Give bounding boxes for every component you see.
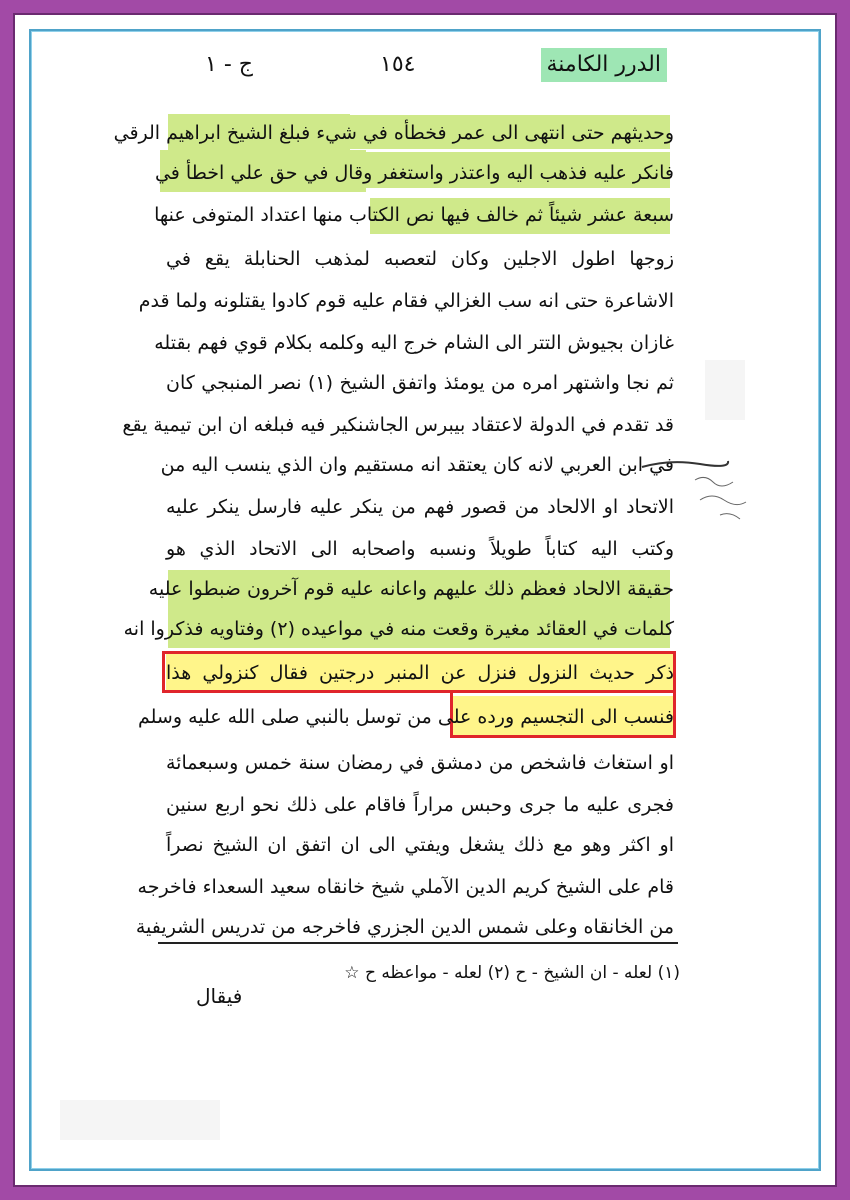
text-line-5: الاشاعرة حتى انه سب الغزالي فقام عليه قوم كادوا يقتلونه ولما قدم — [138, 290, 674, 312]
page-number: ١٥٤ — [380, 52, 416, 77]
footnote-rule — [158, 942, 678, 944]
catchword: فيقال — [196, 984, 243, 1008]
text-line-3: سبعة عشر شيئاً ثم خالف فيها نص الكتاب منها اعتداد المتوفى عنها — [154, 204, 674, 226]
volume-label: ج - ١ — [205, 52, 253, 77]
text-line-11: وكتب اليه كتاباً طويلاً ونسبه واصحابه الى الاتحاد الذي هو — [166, 538, 674, 560]
text-line-19: قام على الشيخ كريم الدين الآملي شيخ خانقاه سعيد السعداء فاخرجه — [137, 876, 674, 898]
book-title: الدرر الكامنة — [541, 48, 668, 82]
text-line-20: من الخانقاه وعلى شمس الدين الجزري فاخرجه من تدريس الشريفية — [135, 916, 674, 938]
text-line-18: او اكثر وهو مع ذلك يشغل ويفتي الى ان اتفق ان الشيخ نصراً — [166, 834, 674, 856]
text-line-10: الاتحاد او الالحاد من قصور فهم من ينكر عليه فارسل ينكر عليه — [166, 496, 674, 518]
text-line-8: قد تقدم في الدولة لاعتقاد بيبرس الجاشنكير فيه فبلغه ان ابن تيمية يقع — [122, 414, 674, 436]
scan-smudge — [705, 360, 745, 420]
text-line-2: فانكر عليه فذهب اليه واعتذر واستغفر وقال في حق علي اخطأ في — [154, 162, 674, 184]
text-line-1: وحديثهم حتى انتهى الى عمر فخطأه في شيء فبلغ الشيخ ابراهيم الرقي — [113, 122, 674, 144]
text-line-7: ثم نجا واشتهر امره من يومئذ واتفق الشيخ (١) نصر المنبجي كان — [166, 372, 675, 394]
scan-smudge-bottom — [60, 1100, 220, 1140]
text-line-16: او استغاث فاشخص من دمشق في رمضان سنة خمس وسبعمائة — [166, 752, 674, 774]
text-line-13: كلمات في العقائد مغيرة وقعت منه في مواعيده (٢) وفتاويه فذكروا انه — [123, 618, 674, 640]
text-line-14: ذكر حديث النزول فنزل عن المنبر درجتين فقال كنزولي هذا — [166, 662, 674, 684]
text-line-17: فجرى عليه ما جرى وحبس مراراً فاقام على ذلك نحو اربع سنين — [166, 794, 674, 816]
text-line-4: زوجها اطول الاجلين وكان لتعصبه لمذهب الحنابلة يقع في — [166, 248, 674, 270]
text-line-6: غازان بجيوش التتر الى الشام خرج اليه وكلمه بكلام قوي فهم بقتله — [154, 332, 674, 354]
margin-scribble-icon — [690, 470, 780, 530]
text-line-9: في ابن العربي لانه كان يعتقد انه مستقيم وان الذي ينسب اليه من — [160, 454, 674, 476]
text-line-15: فنسب الى التجسيم ورده على من توسل بالنبي صلى الله عليه وسلم — [138, 706, 674, 728]
footnote: (١) لعله - ان الشيخ - ح (٢) لعله - مواعظه ح ☆ — [344, 963, 680, 983]
text-line-12: حقيقة الالحاد فعظم ذلك عليهم واعانه عليه قوم آخرون ضبطوا عليه — [148, 578, 674, 600]
